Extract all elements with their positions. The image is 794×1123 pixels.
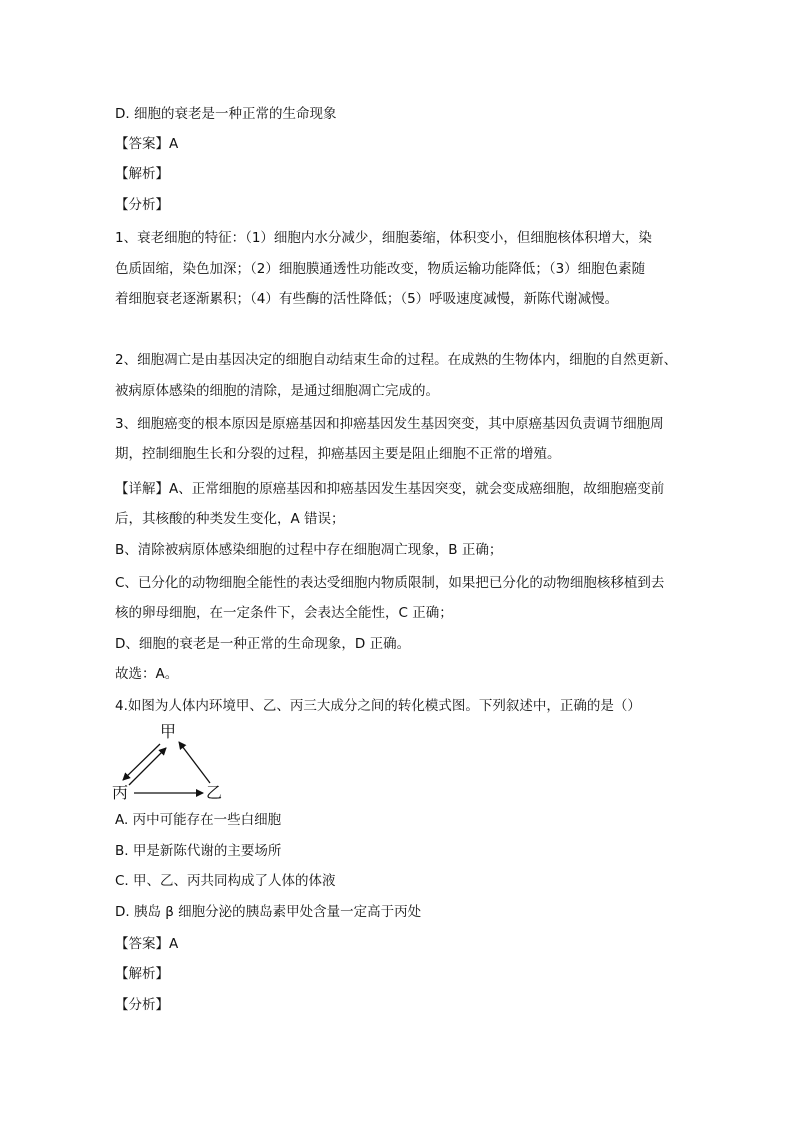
conclusion: 故选：A。: [115, 666, 179, 682]
arrow-jia-to-bing: [123, 744, 160, 780]
node-bing: 丙: [112, 783, 129, 802]
detail-line: D、细胞的衰老是一种正常的生命现象，D 正确。: [115, 636, 411, 652]
node-jia: 甲: [160, 722, 177, 741]
analysis-line: 1、衰老细胞的特征：（1）细胞内水分减少，细胞萎缩，体积变小，但细胞核体积增大，染: [115, 230, 652, 246]
option-d: D. 胰岛 β 细胞分泌的胰岛素甲处含量一定高于丙处: [115, 904, 422, 920]
q4-fenxi-heading: 【分析】: [115, 997, 169, 1013]
question-4-stem: 4.如图为人体内环境甲、乙、丙三大成分之间的转化模式图。下列叙述中，正确的是（）: [115, 698, 641, 714]
body-fluid-diagram: [110, 722, 230, 804]
arrow-bing-to-jia: [129, 748, 166, 785]
option-c: C. 甲、乙、丙共同构成了人体的体液: [115, 873, 336, 889]
detail-line: C、已分化的动物细胞全能性的表达受细胞内物质限制，如果把已分化的动物细胞核移植到去: [115, 575, 665, 591]
node-yi: 乙: [206, 783, 223, 802]
prev-answer: 【答案】A: [115, 136, 179, 152]
prev-jiexi-heading: 【解析】: [115, 166, 169, 182]
arrow-yi-to-jia: [179, 742, 210, 783]
analysis-line: 2、细胞凋亡是由基因决定的细胞自动结束生命的过程。在成熟的生物体内，细胞的自然更新、: [115, 352, 678, 368]
detail-line: 后，其核酸的种类发生变化，A 错误；: [115, 511, 345, 527]
option-a: A. 丙中可能存在一些白细胞: [115, 812, 282, 828]
analysis-line: 色质固缩，染色加深；（2）细胞膜通透性功能改变，物质运输功能降低；（3）细胞色素随: [115, 261, 646, 277]
detail-line: 【详解】A、正常细胞的原癌基因和抑癌基因发生基因突变，就会变成癌细胞，故细胞癌变前: [115, 481, 665, 497]
q4-answer: 【答案】A: [115, 936, 179, 952]
analysis-line: 被病原体感染的细胞的清除，是通过细胞凋亡完成的。: [115, 383, 439, 399]
q4-jiexi-heading: 【解析】: [115, 966, 169, 982]
detail-line: 核的卵母细胞，在一定条件下，会表达全能性，C 正确；: [115, 605, 453, 621]
prev-fenxi-heading: 【分析】: [115, 197, 169, 213]
analysis-line: 期，控制细胞生长和分裂的过程，抑癌基因主要是阻止细胞不正常的增殖。: [115, 446, 561, 462]
option-b: B. 甲是新陈代谢的主要场所: [115, 843, 282, 859]
analysis-line: 着细胞衰老逐渐累积；（4）有些酶的活性降低；（5）呼吸速度减慢，新陈代谢减慢。: [115, 291, 619, 307]
prev-option-d: D. 细胞的衰老是一种正常的生命现象: [115, 106, 337, 122]
analysis-line: 3、细胞癌变的根本原因是原癌基因和抑癌基因发生基因突变，其中原癌基因负责调节细胞周: [115, 416, 664, 432]
detail-line: B、清除被病原体感染细胞的过程中存在细胞凋亡现象，B 正确；: [115, 542, 503, 558]
